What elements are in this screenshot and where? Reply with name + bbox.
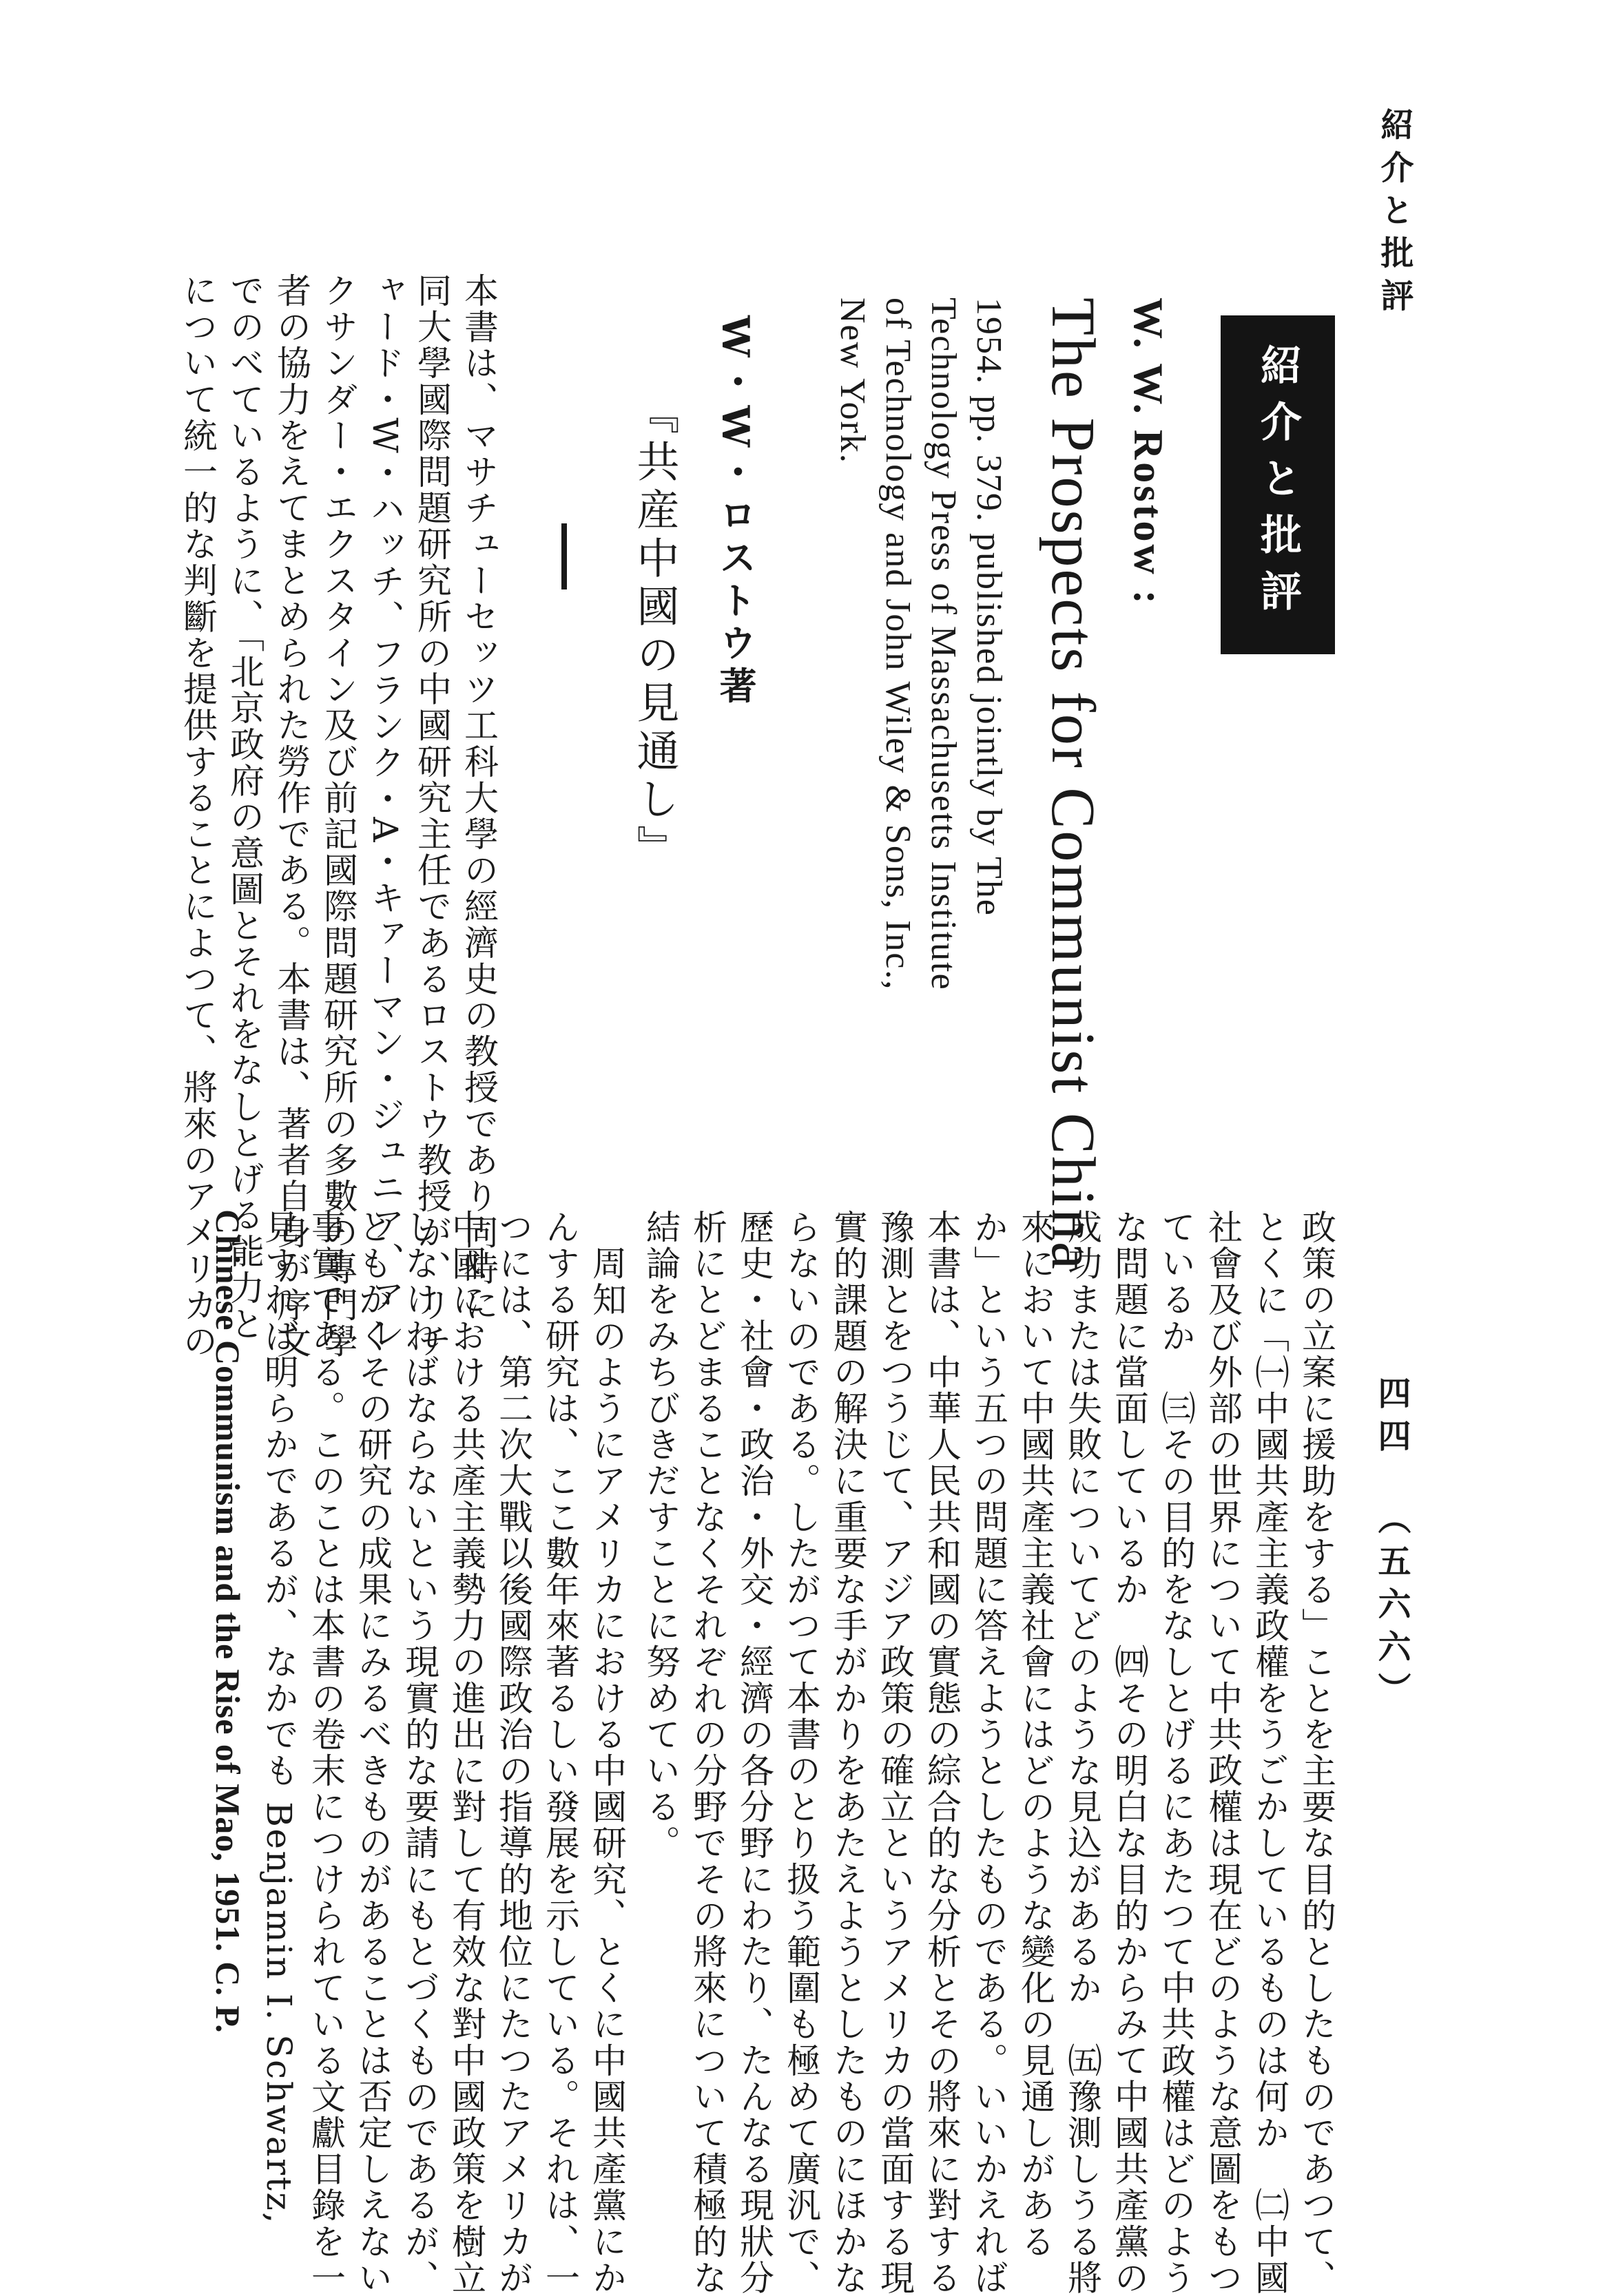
body-line: とくに「㈠中國共產主義政權をうごかしているものは何か ㈡中國 [1250,1209,1290,2296]
body-line: ャード・W・ハッチ、フランク・A・キァーマン・ジュニア、アレ [365,273,405,1351]
body-line: 事實である。このことは本書の卷末につけられている文獻目錄を一 [306,1209,346,2296]
running-head: 紹介と批評 [1375,107,1414,321]
body-line: つには、第二次大戰以後國際政治の指導的地位にたつたアメリカが [493,1209,533,2296]
body-line: 政策の立案に援助をする」ことを主要な目的としたものであつて、 [1296,1209,1336,2296]
book-author-en: W. W. Rostow : [1126,298,1171,607]
body-line: 歷史・社會・政治・外交・經濟の各分野にわたり、たんなる現狀分 [734,1209,774,2296]
section-tag: 紹介と批評 [1221,315,1335,654]
body-line: 來において中國共產主義社會にはどのような變化の見通しがある [1015,1209,1055,2260]
book-pub-line: of Technology and John Wiley & Sons, Inc., [878,298,918,991]
body-line: 本書は、マサチューセッツ工科大學の經濟史の教授であり同時に [459,273,499,1324]
section-number [561,523,567,589]
body-line: 者の協力をえてまとめられた勞作である。本書は、著者自身が序文 [271,273,311,1359]
body-line: クサンダー・エクスタイン及び前記國際問題研究所の多數の專門學 [318,273,358,1359]
book-pub-line: 1954. pp. 379. published jointly by The [969,298,1008,917]
body-line: か」という五つの問題に答えようとしたものである。いいかえれば [969,1209,1008,2296]
body-line: 析にとどまることなくそれぞれの分野でその將來について積極的な [687,1209,727,2296]
body-line: 豫測とをつうじて、アジア政策の確立というアメリカの當面する現 [875,1209,915,2296]
page-number: 四四 [1372,1376,1411,1461]
body-line: らないのである。したがつて本書のとり扱う範圍も極めて廣汎で、 [781,1209,821,2296]
body-line: な問題に當面しているか ㈣その明白な目的からみて中國共產黨の [1109,1209,1149,2296]
body-line: 同大學國際問題研究所の中國研究主任であるロストウ教授が、リチ [412,273,452,1359]
body-line: でのべているように、「北京政府の意圖とそれをなしとげる能力と [225,273,265,1342]
book-pub-line: Technology Press of Massachusetts Institute [924,298,963,991]
body-line: 見すれば明らかであるが、なかでも Benjamin I. Schwartz, [259,1209,299,2225]
body-line: 社會及び外部の世界について中共政權は現在どのような意圖をもつ [1203,1209,1243,2296]
book-title-jp: 『共産中國の見通し』 [630,391,680,873]
body-line: ともかくその研究の成果にみるべきものがあることは否定しえない [353,1209,393,2296]
body-line: 成功または失敗についてどのような見込があるか ㈤豫測しうる將 [1062,1209,1102,2296]
body-line: 中國における共產主義勢力の進出に對して有效な對中國政策を樹立 [446,1209,486,2296]
book-author-jp: W・W・ロストウ著 [714,315,758,709]
body-line: しなければならないという現實的な要請にもとづくものであるが、 [400,1209,439,2296]
book-pub-line: New York. [833,298,872,464]
book-title-en: The Prospects for Communist China [1039,298,1107,1271]
body-line: 本書は、中華人民共和國の實態の綜合的な分析とその將來に對する [922,1209,962,2296]
body-line: んする研究は、ここ數年來著るしい發展を示している。それは、一 [540,1209,580,2296]
page-number-paren: （五六六） [1372,1501,1411,1715]
body-line: ているか ㈢その目的をなしとげるにあたつて中共政權はどのよう [1156,1209,1196,2296]
body-line: 實的課題の解決に重要な手がかりをあたえようとしたものにほかな [828,1209,868,2296]
body-line: 結論をみちびきだすことに努めている。 [641,1209,681,1861]
body-line: Chinese Communism and the Rise of Mao, 1951. C. P. [209,1209,247,2034]
body-line: 周知のようにアメリカにおける中國研究、とくに中國共產黨にか [587,1209,627,2296]
body-line: について統一的な判斷を提供することによつて、將來のアメリカの [178,273,218,1359]
